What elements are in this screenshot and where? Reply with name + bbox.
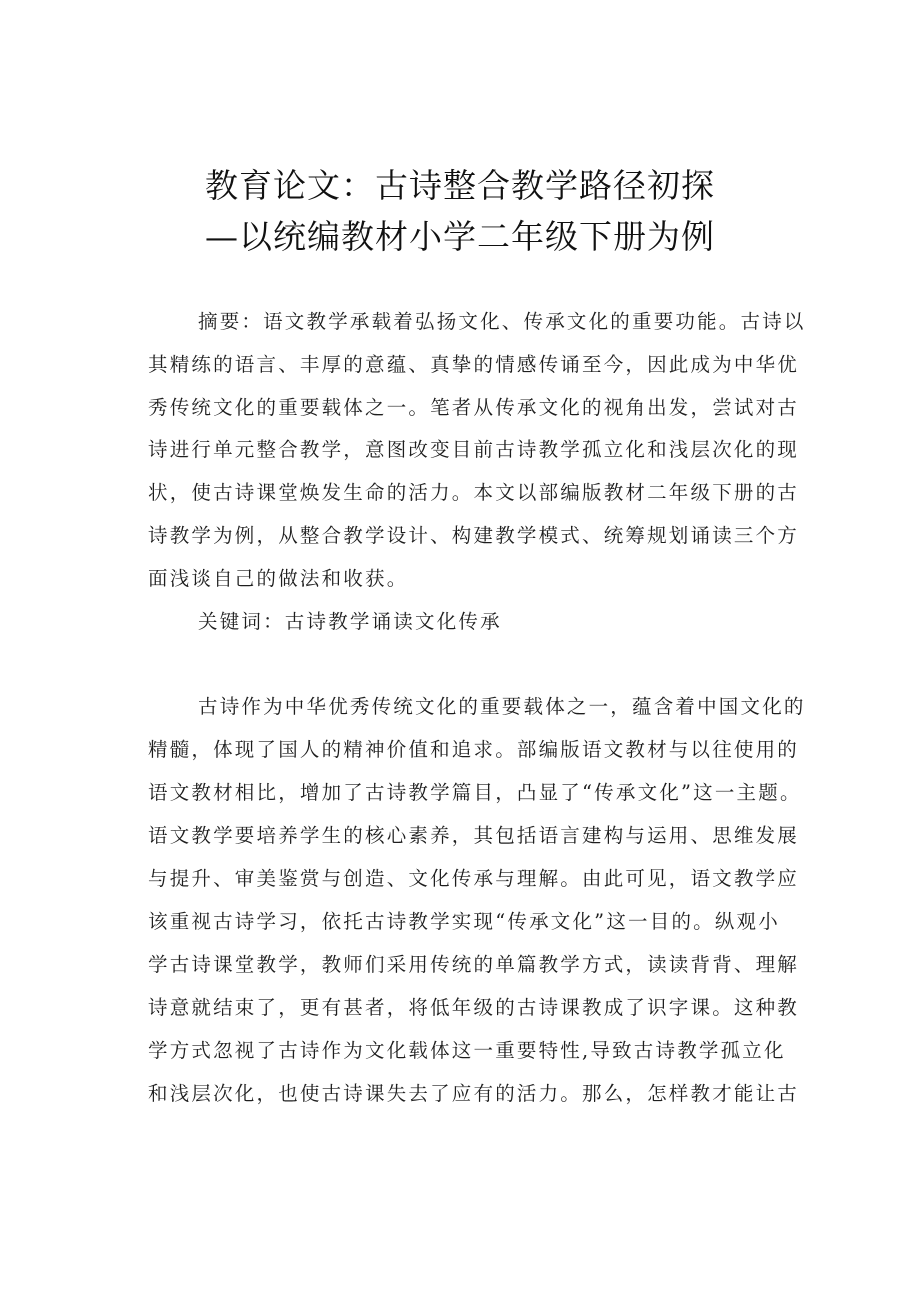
body-line: 语文教学要培养学生的核心素养，其包括语言建构与运用、思维发展 — [148, 824, 800, 847]
abstract-line: 秀传统文化的重要载体之一。笔者从传承文化的视角出发，尝试对古 — [148, 396, 800, 419]
page-title-line-1: 教育论文：古诗整合教学路径初探 — [205, 166, 715, 205]
keywords: 关键词：古诗教学诵读文化传承 — [198, 610, 502, 633]
abstract-line: 诗教学为例，从整合教学设计、构建教学模式、统筹规划诵读三个方 — [148, 524, 800, 547]
body-line: 与提升、审美鉴赏与创造、文化传承与理解。由此可见，语文教学应 — [148, 867, 800, 890]
abstract-line: 摘要：语文教学承载着弘扬文化、传承文化的重要功能。古诗以 — [198, 310, 806, 333]
body-line: 语文教材相比，增加了古诗教学篇目，凸显了“传承文化”这一主题。 — [148, 781, 802, 804]
abstract-line: 状，使古诗课堂焕发生命的活力。本文以部编版教材二年级下册的古 — [148, 481, 800, 504]
body-line: 学方式忽视了古诗作为文化载体这一重要特性,导致古诗教学孤立化 — [148, 1039, 786, 1062]
body-line: 古诗作为中华优秀传统文化的重要载体之一，蕴含着中国文化的 — [198, 695, 806, 718]
body-line: 和浅层次化，也使古诗课失去了应有的活力。那么，怎样教才能让古 — [148, 1082, 800, 1105]
body-line: 诗意就结束了，更有甚者，将低年级的古诗课教成了识字课。这种教 — [148, 996, 800, 1019]
abstract-line: 其精练的语言、丰厚的意蕴、真挚的情感传诵至今，因此成为中华优 — [148, 353, 800, 376]
abstract-line: 面浅谈自己的做法和收获。 — [148, 567, 409, 590]
abstract-line: 诗进行单元整合教学，意图改变目前古诗教学孤立化和浅层次化的现 — [148, 438, 800, 461]
body-line: 精髓，体现了国人的精神价值和追求。部编版语文教材与以往使用的 — [148, 738, 800, 761]
page-title-line-2: —以统编教材小学二年级下册为例 — [205, 217, 715, 256]
body-line: 该重视古诗学习，依托古诗教学实现“传承文化”这一目的。纵观小 — [148, 910, 780, 933]
body-line: 学古诗课堂教学，教师们采用传统的单篇教学方式，读读背背、理解 — [148, 953, 800, 976]
